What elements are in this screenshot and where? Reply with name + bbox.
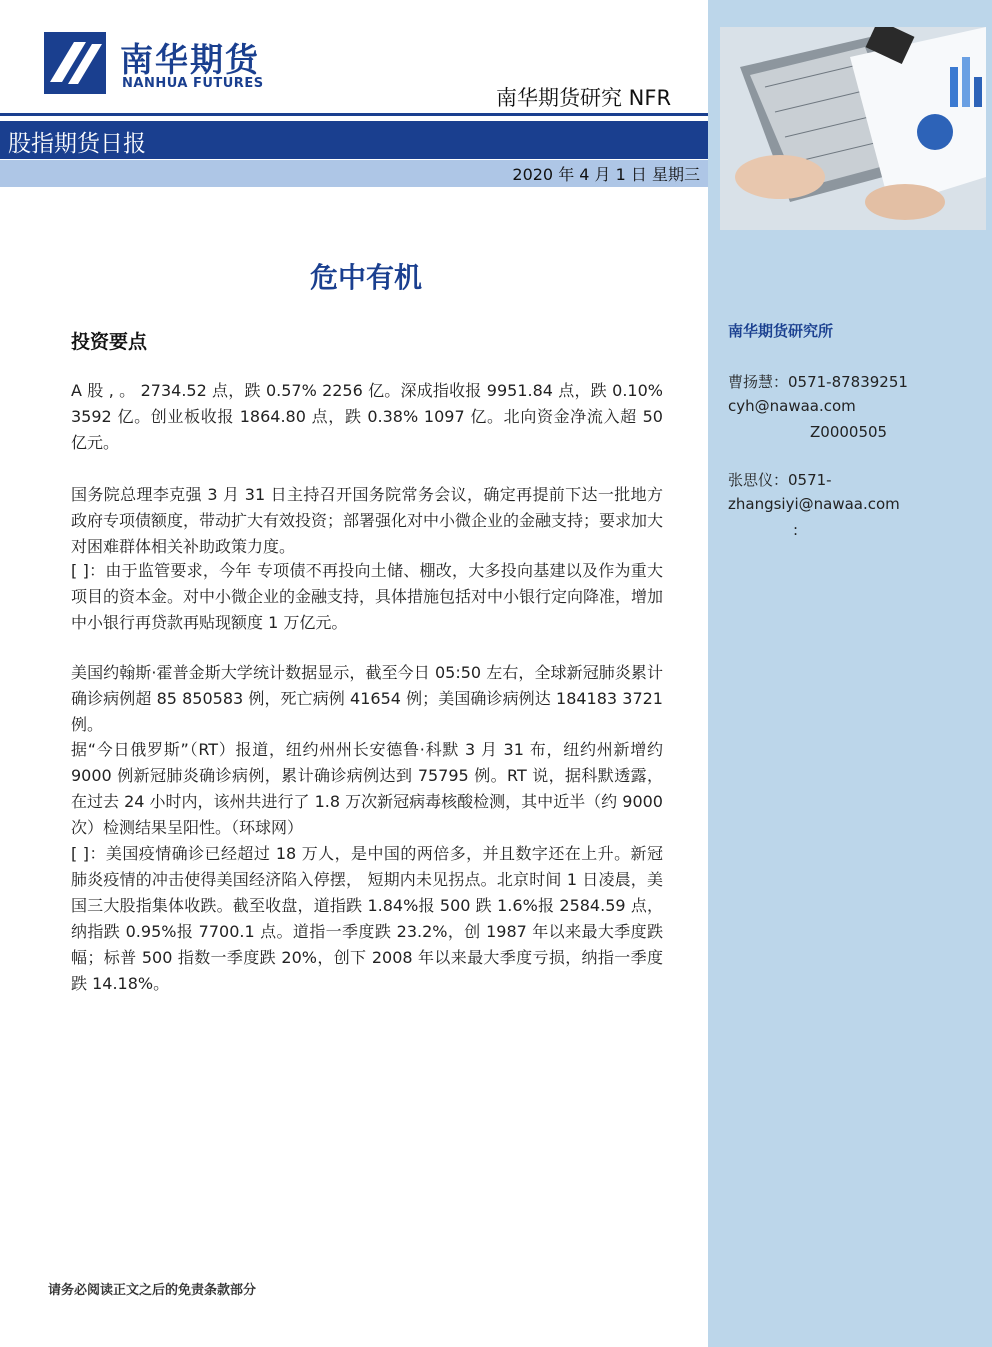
- analyst2-phone: 张思仪：0571-: [728, 471, 832, 489]
- report-date: 2020 年 4 月 1 日 星期三: [512, 165, 700, 184]
- logo-cn-text: 南华期货: [120, 40, 260, 79]
- research-label: 南华期货研究 NFR: [496, 86, 672, 110]
- analyst2-extra: :: [793, 521, 799, 539]
- section-heading: 投资要点: [71, 331, 148, 353]
- analyst1-email: cyh@nawaa.com: [728, 397, 856, 415]
- logo-en-text: NANHUA FUTURES: [122, 76, 264, 91]
- paragraph-covid-global: 美国约翰斯·霍普金斯大学统计数据显示，截至今日 05:50 左右，全球新冠肺炎累计确诊病例超 85 850583 例，死亡病例 41654 例；美国确诊病例达 184183 3721 例。: [71, 663, 663, 734]
- paragraph-new-york: 据“今日俄罗斯”（RT）报道，纽约州州长安德鲁·科默 3 月 31 布，纽约州新增约 9000 例新冠肺炎确诊病例，累计确诊病例达到 75795 例。RT 说，据科默透露，在过去 24 小时内，该州共进行了 1.8 万次新冠病毒核酸检测，其中近半（约 9000 次）检测结果呈阳性。（环球网）: [71, 740, 663, 837]
- logo-icon: [44, 32, 106, 94]
- hero-image: [720, 27, 986, 230]
- sidebar-org: 南华期货研究所: [728, 322, 834, 340]
- report-type-title: 股指期货日报: [8, 131, 146, 157]
- header-rule: [0, 113, 708, 116]
- paragraph-commentary-2: [ ]：美国疫情确诊已经超过 18 万人，是中国的两倍多，并且数字还在上升。新冠肺炎疫情的冲击使得美国经济陷入停摆， 短期内未见拐点。北京时间 1 日凌晨，美国三大股指集体收跌。截至收盘，道指跌 1.84%报 500 跌 1.6%报 2584.59 点，纳指跌 0.95%报 7700.1 点。道指一季度跌 23.2%，创 1987 年以来最大季度跌幅；标普 500 指数一季度跌 20%，创下 2008 年以来最大季度亏损，纳指一季度跌 14.18%。: [71, 844, 663, 993]
- analyst2-email: zhangsiyi@nawaa.com: [728, 495, 900, 513]
- paragraph-state-council: 国务院总理李克强 3 月 31 日主持召开国务院常务会议，确定再提前下达一批地方政府专项债额度，带动扩大有效投资；部署强化对中小微企业的金融支持；要求加大对困难群体相关补助政策力度。: [71, 485, 664, 556]
- disclaimer-footer: 请务必阅读正文之后的免责条款部分: [48, 1283, 257, 1298]
- page-title: 危中有机: [309, 261, 422, 294]
- analyst1-cert: Z0000505: [810, 423, 888, 441]
- analyst1-phone: 曹扬慧：0571-87839251: [728, 373, 908, 391]
- paragraph-a-share: A 股 , 。 2734.52 点，跌 0.57% 2256 亿。深成指收报 9951.84 点，跌 0.10% 3592 亿。创业板收报 1864.80 点，跌 0.38% 1097 亿。北向资金净流入超 50 亿元。: [71, 381, 663, 452]
- paragraph-commentary-1: [ ]：由于监管要求，今年 专项债不再投向土储、棚改，大多投向基建以及作为重大项目的资本金。对中小微企业的金融支持，具体措施包括对中小银行定向降准，增加中小银行再贷款再贴现额度 1 万亿元。: [71, 561, 664, 632]
